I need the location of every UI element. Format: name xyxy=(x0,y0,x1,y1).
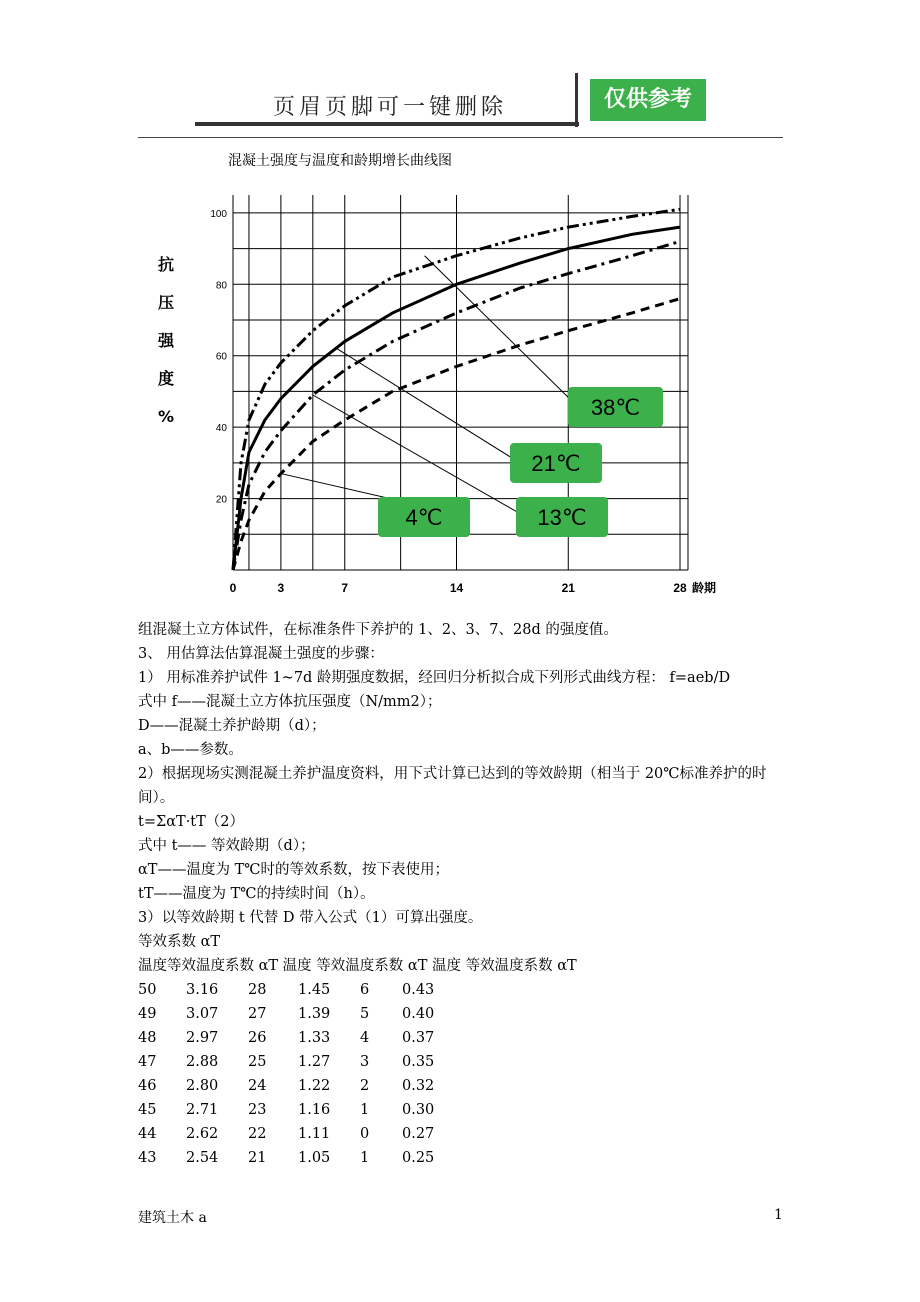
table-cell: 1.33 xyxy=(298,1030,331,1046)
header-divider xyxy=(575,73,578,127)
table-cell: 5 xyxy=(360,1006,370,1022)
table-cell: 24 xyxy=(248,1078,267,1094)
table-cell: 0.40 xyxy=(402,1006,435,1022)
table-cell: 2.62 xyxy=(186,1126,219,1142)
body-line: αT——温度为 T℃时的等效系数，按下表使用； xyxy=(138,862,449,878)
temperature-label: 38℃ xyxy=(590,395,641,420)
table-cell: 27 xyxy=(248,1006,267,1022)
table-cell: 2.71 xyxy=(186,1102,219,1118)
y-axis-label: 压 xyxy=(157,293,175,312)
table-cell: 0.35 xyxy=(402,1054,435,1070)
table-cell: 2.88 xyxy=(186,1054,219,1070)
body-line: tT——温度为 T℃的持续时间（h）。 xyxy=(138,886,375,902)
table-cell: 0.25 xyxy=(402,1150,435,1166)
x-tick-label: 21 xyxy=(561,581,575,595)
table-row xyxy=(138,1122,788,1146)
table-row xyxy=(138,978,788,1002)
table-cell: 1.11 xyxy=(298,1126,331,1142)
body-line: t=ΣαT·tT（2） xyxy=(138,814,245,830)
body-line: 等效系数 αT xyxy=(138,934,221,950)
table-cell: 43 xyxy=(138,1150,157,1166)
table-cell: 0.30 xyxy=(402,1102,435,1118)
table-row xyxy=(138,1146,788,1170)
body-line: 2）根据现场实测混凝土养护温度资料，用下式计算已达到的等效龄期（相当于 20℃标准养护的时间）。 xyxy=(138,766,767,806)
table-cell: 48 xyxy=(138,1030,157,1046)
table-cell: 3.07 xyxy=(186,1006,219,1022)
x-tick-label: 0 xyxy=(229,581,237,595)
body-line: 式中 f——混凝土立方体抗压强度（N/mm2）； xyxy=(138,694,442,710)
x-tick-label: 7 xyxy=(341,581,349,595)
page-header xyxy=(138,70,783,140)
table-cell: 0 xyxy=(360,1126,370,1142)
header-underline xyxy=(195,122,579,126)
body-line: D——混凝土养护龄期（d）； xyxy=(138,718,326,734)
y-axis-label: % xyxy=(157,407,175,426)
y-tick-label: 80 xyxy=(215,280,227,292)
table-cell: 50 xyxy=(138,982,157,998)
header-rule xyxy=(138,137,783,138)
table-cell: 4 xyxy=(360,1030,370,1046)
table-cell: 44 xyxy=(138,1126,157,1142)
label-arrow xyxy=(337,349,520,463)
table-cell: 0.37 xyxy=(402,1030,435,1046)
table-cell: 2 xyxy=(360,1078,370,1094)
body-line: 3、 用估算法估算混凝土强度的步骤： xyxy=(138,646,384,662)
body-line: 式中 t—— 等效龄期（d）； xyxy=(138,838,315,854)
table-cell: 2.80 xyxy=(186,1078,219,1094)
table-cell: 21 xyxy=(248,1150,267,1166)
table-row xyxy=(138,1050,788,1074)
table-cell: 0.32 xyxy=(402,1078,435,1094)
y-tick-label: 60 xyxy=(215,351,227,363)
x-tick-label: 14 xyxy=(449,581,464,595)
table-cell: 26 xyxy=(248,1030,267,1046)
page-number: 1 xyxy=(774,1207,783,1223)
temperature-label: 21℃ xyxy=(531,451,581,476)
table-cell: 0.43 xyxy=(402,982,435,998)
table-cell: 1 xyxy=(360,1102,370,1118)
body-text xyxy=(138,618,788,1170)
table-cell: 25 xyxy=(248,1054,267,1070)
body-line: a、b——参数。 xyxy=(138,742,243,758)
table-cell: 47 xyxy=(138,1054,157,1070)
chart-caption: 混凝土强度与温度和龄期增长曲线图 xyxy=(228,153,452,169)
table-cell: 1.22 xyxy=(298,1078,331,1094)
table-row xyxy=(138,1074,788,1098)
table-cell: 1.39 xyxy=(298,1006,331,1022)
table-cell: 1.16 xyxy=(298,1102,331,1118)
table-row xyxy=(138,1098,788,1122)
body-line: 组混凝土立方体试件，在标准条件下养护的 1、2、3、7、28d 的强度值。 xyxy=(138,622,618,638)
table-header: 温度等效温度系数 αT 温度 等效温度系数 αT 温度 等效温度系数 αT xyxy=(138,958,577,974)
header-title: 页眉页脚可一键删除 xyxy=(273,95,508,120)
strength-chart xyxy=(138,175,788,612)
table-cell: 2.54 xyxy=(186,1150,219,1166)
body-line: 1） 用标准养护试件 1~7d 龄期强度数据，经回归分析拟合成下列形式曲线方程： f=aeb/D xyxy=(138,670,731,686)
y-axis-label: 度 xyxy=(157,369,175,388)
table-row xyxy=(138,1002,788,1026)
coefficient-table xyxy=(138,978,788,1170)
table-cell: 1 xyxy=(360,1150,370,1166)
table-cell: 0.27 xyxy=(402,1126,435,1142)
body-line: 3）以等效龄期 t 代替 D 带入公式（1）可算出强度。 xyxy=(138,910,483,926)
table-cell: 49 xyxy=(138,1006,157,1022)
x-axis-label: 龄期 xyxy=(692,581,717,595)
table-cell: 45 xyxy=(138,1102,157,1118)
strength-chart-svg xyxy=(138,175,788,612)
y-tick-label: 20 xyxy=(215,494,227,506)
table-cell: 6 xyxy=(360,982,370,998)
table-cell: 1.05 xyxy=(298,1150,331,1166)
table-cell: 23 xyxy=(248,1102,267,1118)
table-cell: 28 xyxy=(248,982,267,998)
x-tick-label: 28 xyxy=(673,581,687,595)
table-row xyxy=(138,1026,788,1050)
reference-badge: 仅供参考 xyxy=(590,79,706,121)
table-cell: 2.97 xyxy=(186,1030,219,1046)
table-cell: 3 xyxy=(360,1054,370,1070)
y-tick-label: 40 xyxy=(215,423,227,435)
table-cell: 1.27 xyxy=(298,1054,331,1070)
temperature-label: 4℃ xyxy=(405,505,443,530)
y-tick-label: 100 xyxy=(210,208,227,220)
table-cell: 3.16 xyxy=(186,982,219,998)
y-axis-label: 抗 xyxy=(157,255,175,274)
temperature-label: 13℃ xyxy=(537,505,587,530)
table-cell: 1.45 xyxy=(298,982,331,998)
y-axis-label: 强 xyxy=(157,331,175,350)
x-tick-label: 3 xyxy=(277,581,285,595)
table-cell: 22 xyxy=(248,1126,267,1142)
footer-label: 建筑土木 a xyxy=(138,1210,207,1226)
table-cell: 46 xyxy=(138,1078,157,1094)
